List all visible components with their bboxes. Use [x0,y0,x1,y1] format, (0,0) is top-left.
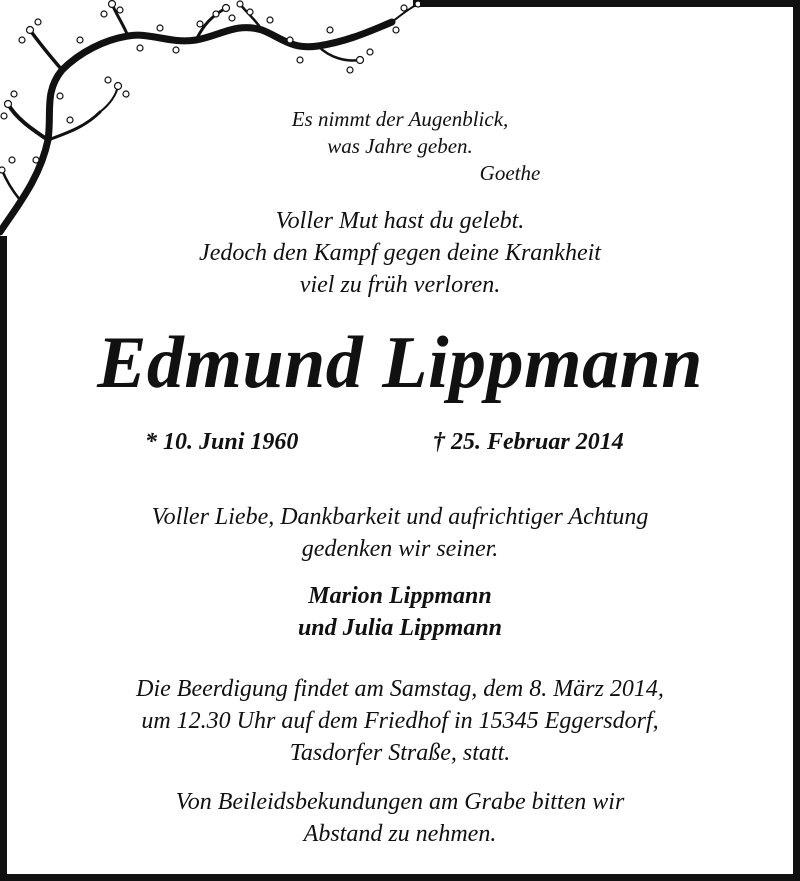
birth-date: * 10. Juni 1960 [145,429,299,455]
deceased-name: Edmund Lippmann [97,322,703,404]
funeral-line: Tasdorfer Straße, statt. [289,740,511,766]
funeral-notice [0,673,800,769]
tribute-line: Voller Liebe, Dankbarkeit und aufrichtiger Achtung [151,504,649,530]
verse-line: viel zu früh verloren. [299,272,501,298]
condolence-request [0,786,800,850]
funeral-line: um 12.30 Uhr auf dem Friedhof in 15345 Eggersdorf, [141,708,659,734]
tribute-line: gedenken wir seiner. [301,536,499,562]
quote-author: Goethe [479,161,541,185]
goethe-quote [0,106,800,187]
death-date: † 25. Februar 2014 [433,429,624,455]
memorial-verse [0,205,800,301]
request-line: Von Beileidsbekundungen am Grabe bitten wir [175,789,625,815]
quote-line: was Jahre geben. [327,134,473,158]
mourner-name: Marion Lippmann [308,583,492,609]
request-line: Abstand zu nehmen. [303,821,497,847]
mourner-name: und Julia Lippmann [297,615,503,641]
tribute-text [0,501,800,565]
verse-line: Jedoch den Kampf gegen deine Krankheit [199,240,601,266]
funeral-line: Die Beerdigung findet am Samstag, dem 8. März 2014, [136,676,664,702]
border-top [413,0,800,7]
quote-line: Es nimmt der Augenblick, [291,107,509,131]
mourners [0,580,800,644]
border-bottom [0,874,800,881]
verse-line: Voller Mut hast du gelebt. [275,208,525,234]
